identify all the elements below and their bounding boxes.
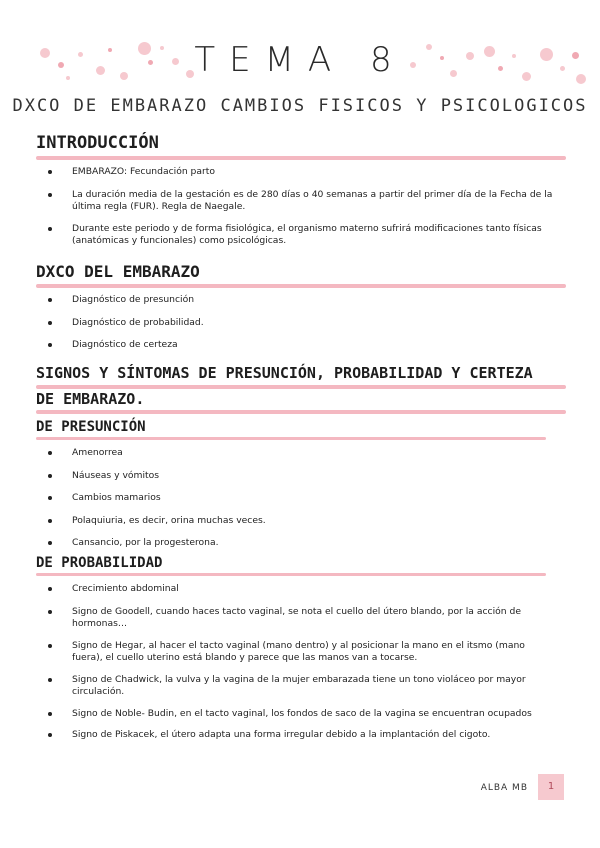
page-title: TEMA 8 <box>194 40 406 80</box>
presuncion-list <box>46 447 556 550</box>
list-item: Crecimiento abdominal <box>46 583 556 596</box>
signos-heading-line2: DE EMBARAZO. <box>36 390 145 408</box>
list-item: Náuseas y vómitos <box>46 470 556 483</box>
list-item: Signo de Noble- Budin, en el tacto vaginal, los fondos de saco de la vagina se encuentran ocupados <box>46 708 556 721</box>
heading-underline <box>36 156 566 160</box>
heading-underline <box>36 410 566 414</box>
intro-list <box>46 166 556 248</box>
list-item: Cansancio, por la progesterona. <box>46 537 556 550</box>
footer-author: ALBA MB <box>480 783 528 793</box>
section-heading-dxco: DXCO DEL EMBARAZO <box>36 262 200 281</box>
list-item: Signo de Piskacek, el útero adapta una forma irregular debido a la implantación del cigoto. <box>46 729 556 742</box>
subsection-heading-probabilidad: DE PROBABILIDAD <box>36 555 163 571</box>
dxco-list <box>46 294 556 352</box>
list-item: Amenorrea <box>46 447 556 460</box>
list-item: Diagnóstico de presunción <box>46 294 556 307</box>
list-item: Signo de Chadwick, la vulva y la vagina de la mujer embarazada tiene un tono violáceo por mayor circulación. <box>46 674 556 699</box>
list-item: Signo de Goodell, cuando haces tacto vaginal, se nota el cuello del útero blando, por la acción de hormonas… <box>46 606 556 631</box>
list-item: Cambios mamarios <box>46 492 556 505</box>
list-item: La duración media de la gestación es de 280 días o 40 semanas a partir del primer día de la Fecha de la última regla (FUR). Regla de Naegale. <box>46 189 556 214</box>
heading-underline <box>36 284 566 288</box>
section-heading-intro: INTRODUCCIÓN <box>36 133 159 153</box>
list-item: Durante este periodo y de forma fisiológica, el organismo materno sufrirá modificaciones tanto físicas (anatómicas y funcionales) como psicológicas. <box>46 223 556 248</box>
list-item: EMBARAZO: Fecundación parto <box>46 166 556 179</box>
list-item: Diagnóstico de probabilidad. <box>46 317 556 330</box>
list-item: Signo de Hegar, al hacer el tacto vaginal (mano dentro) y al posicionar la mano en el itsmo (mano fuera), el cuello uterino está blando y parece que las manos van a tocarse. <box>46 640 556 665</box>
heading-underline <box>36 573 546 576</box>
page-subtitle: DXCO DE EMBARAZO CAMBIOS FISICOS Y PSICOLOGICOS <box>12 96 588 116</box>
page-number: 1 <box>538 774 564 800</box>
list-item: Polaquiuria, es decir, orina muchas veces. <box>46 515 556 528</box>
subsection-heading-presuncion: DE PRESUNCIÓN <box>36 419 146 435</box>
heading-underline <box>36 437 546 440</box>
signos-heading-line1: SIGNOS Y SÍNTOMAS DE PRESUNCIÓN, PROBABILIDAD Y CERTEZA <box>36 364 533 382</box>
probabilidad-list <box>46 583 556 742</box>
list-item: Diagnóstico de certeza <box>46 339 556 352</box>
heading-underline <box>36 385 566 389</box>
